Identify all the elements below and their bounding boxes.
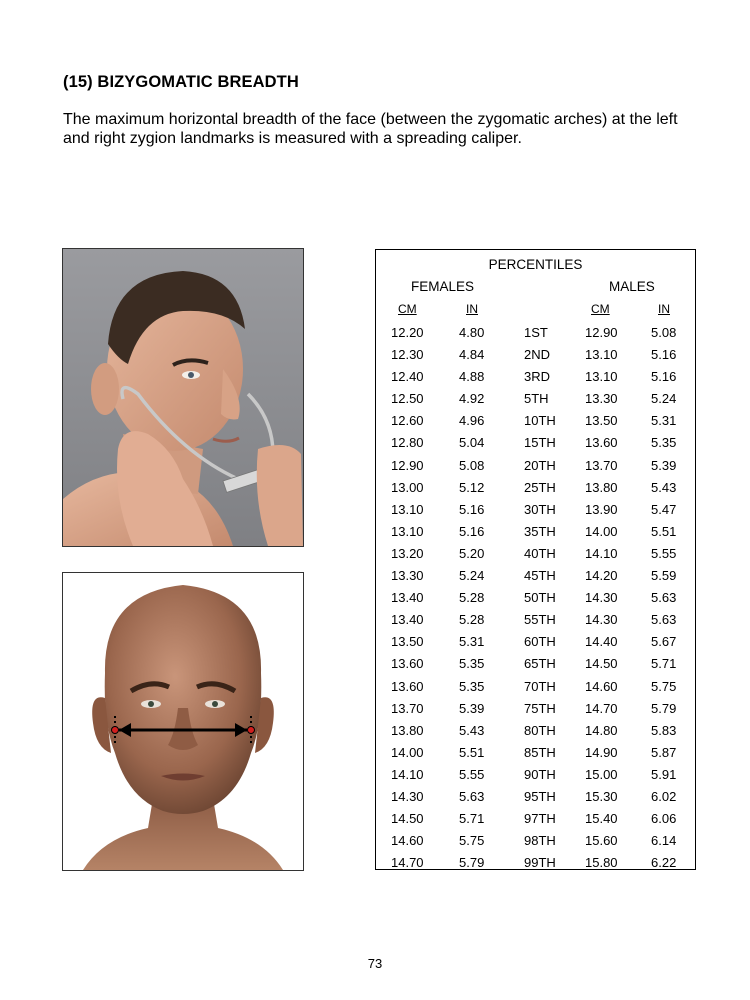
- percentile-cell: 85TH: [524, 744, 556, 760]
- male-cm-cell: 13.80: [585, 479, 618, 495]
- percentile-cell: 65TH: [524, 656, 556, 672]
- table-row: [376, 499, 695, 521]
- male-cm-cell: 15.40: [585, 811, 618, 827]
- table-row: [376, 830, 695, 852]
- male-cm-cell: 15.00: [585, 766, 618, 782]
- female-in-cell: 5.08: [459, 457, 485, 473]
- table-row: [376, 742, 695, 764]
- table-row: [376, 698, 695, 720]
- male-in-cell: 5.63: [651, 612, 677, 628]
- table-row: [376, 410, 695, 432]
- male-in-cell: 5.16: [651, 347, 677, 363]
- male-in-cell: 5.71: [651, 656, 677, 672]
- female-in-cell: 5.35: [459, 678, 485, 694]
- female-cm-cell: 13.70: [391, 700, 424, 716]
- female-cm-cell: 14.50: [391, 811, 424, 827]
- table-row: [376, 808, 695, 830]
- table-row: [376, 388, 695, 410]
- male-cm-cell: 14.10: [585, 545, 618, 561]
- male-cm-cell: 15.60: [585, 833, 618, 849]
- percentile-cell: 35TH: [524, 523, 556, 539]
- female-cm-cell: 14.70: [391, 855, 424, 871]
- percentile-cell: 2ND: [524, 347, 551, 363]
- female-in-cell: 5.39: [459, 700, 485, 716]
- female-in-cell: 5.24: [459, 568, 485, 584]
- male-cm-cell: 13.30: [585, 391, 618, 407]
- male-cm-cell: 14.20: [585, 568, 618, 584]
- table-body: [376, 322, 695, 874]
- percentile-cell: 1ST: [524, 325, 548, 340]
- male-in-header: IN: [658, 302, 670, 316]
- male-in-cell: 5.87: [651, 744, 677, 760]
- female-cm-cell: 13.20: [391, 545, 424, 561]
- female-cm-cell: 14.10: [391, 766, 424, 782]
- male-in-cell: 5.91: [651, 766, 677, 782]
- male-cm-cell: 13.10: [585, 347, 618, 363]
- male-in-cell: 6.02: [651, 788, 677, 804]
- male-in-cell: 5.75: [651, 678, 677, 694]
- male-cm-cell: 14.50: [585, 656, 618, 672]
- male-in-cell: 5.31: [651, 413, 677, 429]
- measurement-description: The maximum horizontal breadth of the face (between the zygomatic arches) at the left and right zygion landmarks is measured with a spreading caliper.: [63, 111, 678, 147]
- male-cm-cell: 13.60: [585, 435, 618, 451]
- male-in-cell: 6.22: [651, 855, 677, 871]
- table-row: [376, 432, 695, 454]
- female-in-cell: 5.28: [459, 590, 485, 606]
- female-in-cell: 5.20: [459, 545, 485, 561]
- table-row: [376, 521, 695, 543]
- female-in-cell: 5.16: [459, 523, 485, 539]
- female-cm-cell: 12.60: [391, 413, 424, 429]
- table-row: [376, 720, 695, 742]
- female-cm-cell: 12.40: [391, 369, 424, 385]
- male-cm-cell: 14.00: [585, 523, 618, 539]
- female-in-cell: 5.79: [459, 855, 485, 871]
- female-cm-cell: 13.10: [391, 501, 424, 517]
- percentile-cell: 95TH: [524, 788, 556, 804]
- male-in-cell: 5.47: [651, 501, 677, 517]
- percentile-cell: 5TH: [524, 391, 549, 407]
- table-row: [376, 587, 695, 609]
- table-row: [376, 676, 695, 698]
- percentile-cell: 80TH: [524, 722, 556, 738]
- female-in-cell: 5.31: [459, 634, 485, 650]
- female-cm-cell: 14.30: [391, 788, 424, 804]
- table-row: [376, 366, 695, 388]
- percentile-cell: 99TH: [524, 855, 556, 871]
- female-cm-cell: 13.30: [391, 568, 424, 584]
- male-in-cell: 5.59: [651, 568, 677, 584]
- female-in-cell: 5.35: [459, 656, 485, 672]
- percentile-cell: 75TH: [524, 700, 556, 716]
- female-in-cell: 5.75: [459, 833, 485, 849]
- male-in-cell: 5.43: [651, 479, 677, 495]
- female-cm-cell: 13.60: [391, 656, 424, 672]
- male-in-cell: 5.83: [651, 722, 677, 738]
- percentile-cell: 98TH: [524, 833, 556, 849]
- female-in-cell: 4.80: [459, 325, 485, 340]
- percentile-cell: 10TH: [524, 413, 556, 429]
- female-in-cell: 5.55: [459, 766, 485, 782]
- male-in-cell: 5.16: [651, 369, 677, 385]
- male-in-cell: 6.14: [651, 833, 677, 849]
- female-cm-cell: 13.40: [391, 590, 424, 606]
- percentile-cell: 90TH: [524, 766, 556, 782]
- male-in-cell: 5.79: [651, 700, 677, 716]
- table-row: [376, 565, 695, 587]
- male-cm-cell: 15.80: [585, 855, 618, 871]
- table-row: [376, 322, 695, 344]
- males-header: MALES: [609, 279, 655, 294]
- table-row: [376, 631, 695, 653]
- female-cm-header: CM: [398, 302, 417, 316]
- percentile-cell: 25TH: [524, 479, 556, 495]
- female-cm-cell: 13.60: [391, 678, 424, 694]
- male-cm-cell: 14.90: [585, 744, 618, 760]
- male-cm-cell: 13.90: [585, 501, 618, 517]
- female-cm-cell: 13.00: [391, 479, 424, 495]
- percentile-cell: 20TH: [524, 457, 556, 473]
- male-in-cell: 5.51: [651, 523, 677, 539]
- female-cm-cell: 12.50: [391, 391, 424, 407]
- male-cm-cell: 13.70: [585, 457, 618, 473]
- table-row: [376, 344, 695, 366]
- female-in-cell: 5.71: [459, 811, 485, 827]
- male-cm-header: CM: [591, 302, 610, 316]
- table-title: PERCENTILES: [488, 257, 583, 272]
- female-cm-cell: 12.90: [391, 457, 424, 473]
- females-header: FEMALES: [411, 279, 475, 294]
- table-row: [376, 477, 695, 499]
- percentile-cell: 40TH: [524, 545, 556, 561]
- percentile-table: [375, 249, 696, 870]
- female-cm-cell: 13.10: [391, 523, 424, 539]
- male-in-cell: 5.39: [651, 457, 677, 473]
- table-row: [376, 786, 695, 808]
- table-row: [376, 543, 695, 565]
- male-in-cell: 5.67: [651, 634, 677, 650]
- female-in-cell: 4.96: [459, 413, 485, 429]
- page-number: 73: [367, 956, 383, 971]
- table-row: [376, 455, 695, 477]
- male-in-cell: 5.35: [651, 435, 677, 451]
- female-cm-cell: 12.80: [391, 435, 424, 451]
- female-in-cell: 4.84: [459, 347, 485, 363]
- female-in-cell: 5.04: [459, 435, 485, 451]
- percentile-cell: 70TH: [524, 678, 556, 694]
- female-in-cell: 4.88: [459, 369, 485, 385]
- female-in-header: IN: [466, 302, 478, 316]
- table-row: [376, 609, 695, 631]
- male-cm-cell: 15.30: [585, 788, 618, 804]
- female-in-cell: 5.51: [459, 744, 485, 760]
- percentile-cell: 60TH: [524, 634, 556, 650]
- percentile-cell: 50TH: [524, 590, 556, 606]
- male-cm-cell: 13.50: [585, 413, 618, 429]
- percentile-cell: 55TH: [524, 612, 556, 628]
- table-row: [376, 653, 695, 675]
- table-row: [376, 852, 695, 874]
- female-cm-cell: 14.00: [391, 744, 424, 760]
- male-cm-cell: 12.90: [585, 325, 618, 340]
- female-cm-cell: 12.20: [391, 325, 424, 340]
- male-cm-cell: 14.80: [585, 722, 618, 738]
- female-in-cell: 5.16: [459, 501, 485, 517]
- measurement-photo: [62, 248, 304, 547]
- female-in-cell: 5.28: [459, 612, 485, 628]
- female-in-cell: 4.92: [459, 391, 485, 407]
- percentile-cell: 45TH: [524, 568, 556, 584]
- male-cm-cell: 14.30: [585, 590, 618, 606]
- female-cm-cell: 13.80: [391, 722, 424, 738]
- female-cm-cell: 14.60: [391, 833, 424, 849]
- male-in-cell: 6.06: [651, 811, 677, 827]
- percentile-cell: 30TH: [524, 501, 556, 517]
- male-cm-cell: 14.30: [585, 612, 618, 628]
- female-in-cell: 5.12: [459, 479, 485, 495]
- male-cm-cell: 14.70: [585, 700, 618, 716]
- male-in-cell: 5.55: [651, 545, 677, 561]
- landmark-render: [62, 572, 304, 871]
- female-cm-cell: 12.30: [391, 347, 424, 363]
- percentile-cell: 15TH: [524, 435, 556, 451]
- page-heading: (15) BIZYGOMATIC BREADTH: [63, 73, 299, 91]
- percentile-cell: 97TH: [524, 811, 556, 827]
- percentile-cell: 3RD: [524, 369, 551, 385]
- male-in-cell: 5.24: [651, 391, 677, 407]
- male-cm-cell: 14.60: [585, 678, 618, 694]
- female-in-cell: 5.43: [459, 722, 485, 738]
- male-cm-cell: 13.10: [585, 369, 618, 385]
- table-row: [376, 764, 695, 786]
- female-cm-cell: 13.40: [391, 612, 424, 628]
- female-in-cell: 5.63: [459, 788, 485, 804]
- male-in-cell: 5.08: [651, 325, 677, 340]
- female-cm-cell: 13.50: [391, 634, 424, 650]
- male-cm-cell: 14.40: [585, 634, 618, 650]
- male-in-cell: 5.63: [651, 590, 677, 606]
